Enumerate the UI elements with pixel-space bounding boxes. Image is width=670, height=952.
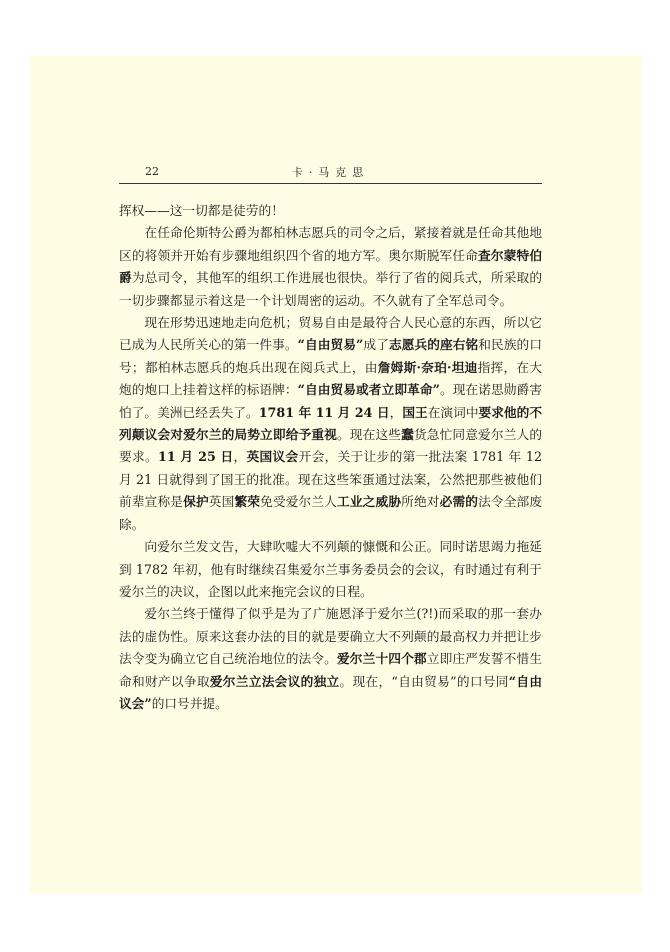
running-title: 卡·马克思: [291, 166, 370, 179]
bold-text-run: 必需的: [439, 494, 479, 510]
bold-text-run: 繁荣: [234, 494, 261, 510]
bold-text-run: 查尔蒙特伯爵: [119, 247, 543, 286]
text-run: 。现在诺思勋爵害怕了。美洲已经丢失了。: [119, 382, 543, 420]
bold-text-run: 11 月 25 日: [158, 449, 234, 465]
text-run: 向爱尔兰发文告，大肆吹嘘大不列颠的慷慨和公正。同时诺思竭力拖延到 1782 年初，他有时继续召集爱尔兰事务委员会的会议，有时通过有利于爱尔兰的决议，企图以此来拖完会议的日程。: [119, 539, 542, 599]
text-run: 和民族的口号；都柏林志愿兵的炮兵出现在阅兵式上，由: [119, 337, 543, 375]
text-run: 现在形势迅速地走向危机；贸易自由是最符合人民心意的东西，所以它已成为人民所关心的第一件事。: [119, 315, 542, 353]
paragraph: [119, 312, 542, 536]
paragraph: [119, 222, 542, 312]
text-run: 英国: [208, 494, 235, 510]
bold-text-run: 1781 年 11 月 24 日: [258, 404, 390, 420]
page-header: [119, 163, 542, 184]
text-run: 货急忙同意爱尔兰人的要求。: [119, 427, 543, 465]
text-run: 的口号并提。: [151, 695, 228, 711]
text-run: 在任命伦斯特公爵为都柏林志愿兵的司令之后，紧接着就是任命其他地区的将领并开始有步骤地组织四个省的地方军。奥尔斯脱军任命: [119, 225, 542, 263]
bold-text-run: 爱尔兰十四个郡: [336, 651, 427, 667]
page-number: 22: [145, 165, 159, 178]
bold-text-run: 志愿兵的座右铭: [388, 337, 479, 353]
text-run: 。现在这些: [336, 427, 402, 443]
text-run: 。现在，“自由贸易”的口号同: [339, 673, 509, 689]
bold-text-run: 英国议会: [246, 449, 299, 465]
bold-text-run: 要求他的不列颠议会对爱尔兰的局势立即给予重视: [119, 404, 543, 443]
text-run: 成了: [363, 337, 389, 353]
text-run: ，: [233, 449, 247, 465]
bold-text-run: 工业之威胁: [337, 494, 402, 510]
paragraph: [119, 603, 542, 715]
bold-text-run: “自由贸易”: [297, 337, 364, 353]
bold-text-run: 蠢: [401, 427, 414, 443]
bold-text-run: “自由议会”: [119, 673, 543, 711]
text-run: 指挥，在大炮的炮口上挂着这样的标语牌：: [119, 359, 543, 398]
bold-text-run: 爱尔兰立法会议的独立: [209, 673, 340, 689]
text-run: 法令全部废除。: [119, 494, 543, 532]
text-run: ，: [389, 404, 403, 420]
text-run: 在演词中: [427, 404, 479, 420]
text-run: 立即庄严发誓不惜生命和财产以争取: [119, 651, 543, 689]
bold-text-run: 国王: [402, 404, 428, 420]
paragraph: [119, 536, 542, 603]
body-text: [119, 200, 542, 715]
bold-text-run: “自由贸易或者立即革命”: [297, 382, 440, 398]
text-run: 为总司令，其他军的组织工作进展也很快。举行了省的阅兵式，所采取的一切步骤都显示着这是一个计划周密的运动。不久就有了全军总司令。: [119, 270, 543, 308]
text-run: 爱尔兰终于懂得了似乎是为了广施恩泽于爱尔兰(?!)而采取的那一套办法的虚伪性。原来这套办法的目的就是要确立大不列颠的最高权力并把让步法令变为确立它自己统治地位的法令。: [119, 606, 542, 667]
text-run: 开会，关于让步的第一批法案 1781 年 12 月 21 日就得到了国王的批准。现在这些笨蛋通过法案，公然把那些被他们前辈宣称是: [119, 449, 543, 510]
bold-text-run: 詹姆斯·奈珀·坦迪: [377, 359, 478, 375]
text-run: 挥权——这一切都是徒劳的！: [119, 203, 284, 218]
paragraph: [119, 200, 542, 222]
text-run: 所绝对: [401, 494, 440, 510]
text-run: 免受爱尔兰人: [260, 494, 338, 510]
bold-text-run: 保护: [183, 494, 209, 510]
